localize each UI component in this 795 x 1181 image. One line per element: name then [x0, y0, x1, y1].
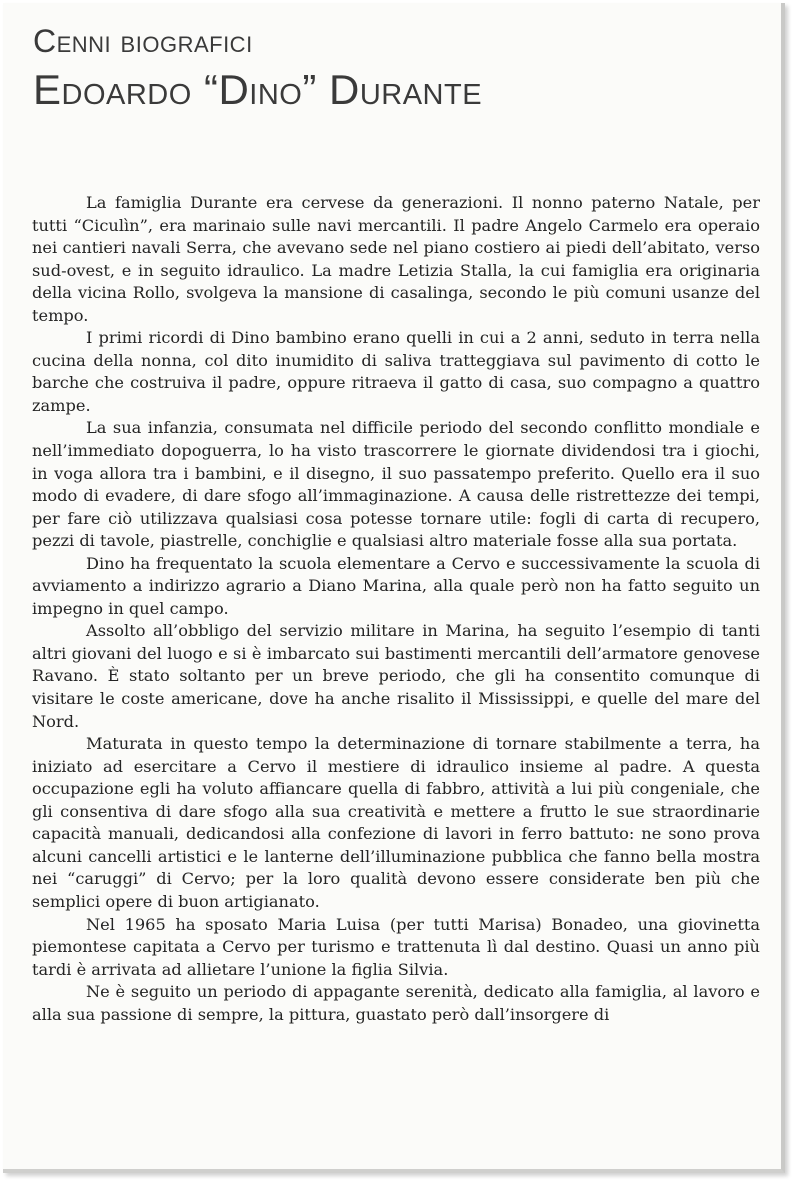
biography-text [32, 192, 760, 1026]
page-heading [33, 25, 482, 111]
paragraph-serenity: Ne è seguito un periodo di appagante serenità, dedicato alla famiglia, al lavoro e alla sua passione di sempre, la pittura, guastato però dall’insorgere di [32, 982, 760, 1024]
paragraph-marriage: Nel 1965 ha sposato Maria Luisa (per tutti Marisa) Bonadeo, una giovinetta piemontese capitata a Cervo per turismo e trattenuta lì dal destino. Quasi un anno più tardi è arrivata ad allietare l’unione la figlia Silvia. [32, 914, 760, 979]
paragraph-military-service: Assolto all’obbligo del servizio militare in Marina, ha seguito l’esempio di tanti altri giovani del luogo e si è imbarcato sui bastimenti mercantili dell’armatore genovese Ravano. È stato soltanto per un breve periodo, che gli ha consentito comunque di visitare le coste americane, dove ha anche risalito il Mississippi, e quelle del mare del Nord. [32, 621, 760, 731]
section-subtitle: Cenni biografici [33, 23, 253, 59]
paragraph-infancy: La sua infanzia, consumata nel difficile periodo del secondo conflitto mondiale e nell’immediato dopoguerra, lo ha visto trascorrere le giornate dividendosi tra i giochi, in voga allora tra i bambini, e il disegno, il suo passatempo preferito. Quello era il suo modo di evadere, di dare sfogo all’immaginazione. A causa delle ristrettezze dei tempi, per fare ciò utilizzava qualsiasi cosa potesse tornare utile: fogli di carta di recupero, pezzi di tavole, piastrelle, conchiglie e qualsiasi altro materiale fosse alla sua portata. [32, 418, 760, 551]
paragraph-schooling: Dino ha frequentato la scuola elementare a Cervo e successivamente la scuola di avviamento a indirizzo agrario a Diano Marina, alla quale però non ha fatto seguito un impegno in quel campo. [32, 553, 760, 618]
paragraph-childhood-memories: I primi ricordi di Dino bambino erano quelli in cui a 2 anni, seduto in terra nella cucina della nonna, col dito inumidito di saliva tratteggiava sul pavimento di cotto le barche che costruiva il padre, oppure ritraeva il gatto di casa, suo compagno a quattro zampe. [32, 328, 760, 415]
book-page [3, 3, 785, 1173]
paragraph-family: La famiglia Durante era cervese da generazioni. Il nonno paterno Natale, per tutti “Ciculìn”, era marinaio sulle navi mercantili. Il padre Angelo Carmelo era operaio nei cantieri navali Serra, che avevano sede nel piano costiero ai piedi dell’abitato, verso sud-ovest, e in seguito idraulico. La madre Letizia Stalla, la cui famiglia era originaria della vicina Rollo, svolgeva la mansione di casalinga, secondo le più comuni usanze del tempo. [32, 193, 760, 325]
page-title: Edoardo “Dino” Durante [33, 66, 483, 113]
paragraph-trade: Maturata in questo tempo la determinazione di tornare stabilmente a terra, ha iniziato ad esercitare a Cervo il mestiere di idraulico insieme al padre. A questa occupazione egli ha voluto affiancare quella di fabbro, attività a lui più congeniale, che gli consentiva di dare sfogo alla sua creatività e mettere a frutto le sue straordinarie capacità manuali, dedicandosi alla confezione di lavori in ferro battuto: ne sono prova alcuni cancelli artistici e le lanterne dell’illuminazione pubblica che fanno bella mostra nei “caruggi” di Cervo; per la loro qualità devono essere considerate ben più che semplici opere di buon artigianato. [32, 734, 760, 911]
